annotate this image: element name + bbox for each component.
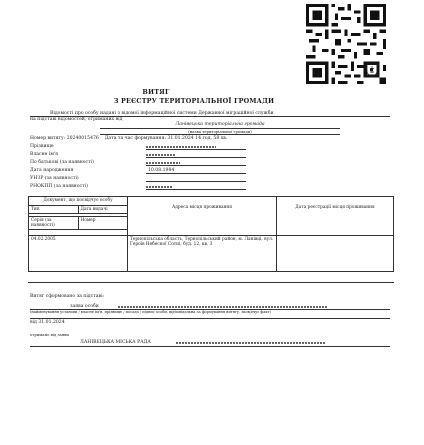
registration-table (28, 196, 394, 272)
organization-caption: (назва територіальної громади) (188, 129, 252, 134)
footer-issuer: ЛАНІВЕЦЬКА МІСЬКА РАДА (80, 340, 151, 345)
footer-issuer-signature (176, 342, 326, 344)
registry-title: З РЕЄСТРУ ТЕРИТОРІАЛЬНОЇ ГРОМАДИ (113, 97, 275, 105)
coat-of-arms-icon (366, 62, 378, 76)
row-address: Тернопільська область, Тернопільський район, м. Ланівці, вул. Героїв Небесної Сотні, буд. 12, кв. 3 (130, 236, 274, 247)
footer-date: від 31.01.2024 (30, 320, 65, 325)
field-patronymic-value (146, 162, 180, 164)
row-document-date: 04.02.2005 (31, 236, 56, 242)
document-type: ВИТЯГ (142, 88, 170, 96)
col-address-header: Адреса місця проживання (172, 205, 232, 210)
footer-signer-label: заява особи (70, 304, 99, 309)
footer-note: Витяг сформовано за підставі: (30, 294, 105, 299)
field-unzr-label: УНЗР (за наявності) (30, 176, 79, 181)
field-firstname-value (146, 154, 176, 156)
col-document-number: Номер (80, 218, 96, 224)
field-birthdate-label: Дата народження (30, 168, 74, 173)
field-patronymic-label: По батькові (за наявності) (30, 160, 94, 165)
field-firstname-label: Власне ім'я (30, 152, 59, 157)
footer-signer-line (118, 306, 328, 308)
field-rnokpp-label: РНОКПП (за наявності) (30, 184, 88, 189)
col-regdate-header: Дата реєстрації місця проживання (295, 205, 375, 210)
field-rnokpp-value (146, 186, 172, 188)
organization-name: Ланівецька територіальна громада (175, 122, 265, 127)
col-document-type: Тип (31, 207, 40, 212)
extract-number-value: 20240015476 (66, 136, 99, 141)
extract-number-line (30, 136, 227, 141)
field-surname-label: Прізвище (30, 144, 54, 149)
extract-date-label: Дата та час формування: (104, 136, 166, 141)
intro-line-2: на підставі відомостей, отриманих від (30, 117, 123, 122)
extract-number-label: Номер витягу: (30, 136, 66, 141)
footer-issued-label: отримано від заяви (30, 332, 69, 337)
intro-line: Відомості про особу надані з відомої інформаційної системи Державної міграційної служби (50, 111, 274, 116)
field-birthdate-value: 10.08.1984 (148, 168, 175, 173)
col-document-header: Документ, що посвідчує особу (43, 198, 113, 203)
field-surname-value (146, 146, 216, 148)
footer-small-caption: (найменування установи / власне ім'я, прізвище / посада / підпис особи, відповідальна за формування витягу, засвідчує факт) (30, 310, 271, 314)
extract-date-value: 31.01.2024 14 год. 58 хв. (167, 136, 228, 141)
col-document-date: Дата видачі (80, 207, 108, 212)
col-document-series: Серія (за наявності) (31, 218, 55, 229)
